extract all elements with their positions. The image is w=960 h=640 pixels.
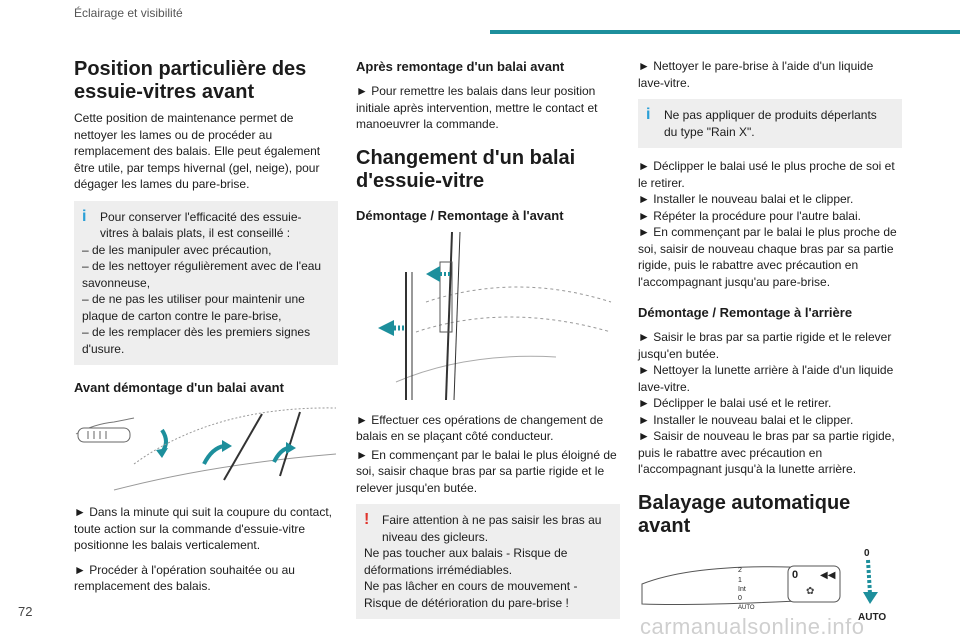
step-repeat: ► Répéter la procédure pour l'autre balai. [638, 208, 861, 223]
heading-rear-removal: Démontage / Remontage à l'arrière [638, 305, 853, 320]
info-text-line: – de ne pas les utiliser pour maintenir une plaque de carton contre le pare-brise, [82, 292, 305, 323]
warning-text-nozzles: Faire attention à ne pas saisir les bras au niveau des gicleurs. [382, 513, 602, 544]
info-box-rain-x [638, 99, 902, 148]
heading-auto-wipe: Balayage automatique avant [638, 491, 851, 537]
step-within-minute: ► Dans la minute qui suit la coupure du contact, toute action sur la commande d'essuie-vitre positionne les balais verticalement. [74, 505, 333, 552]
wiper-vertical-illustration [74, 404, 336, 494]
column-1 [74, 58, 338, 603]
info-text-rain-x: Ne pas appliquer de produits déperlants du type "Rain X". [664, 108, 877, 139]
stalk-label-2: 2 [738, 566, 742, 574]
position-zero-label: 0 [864, 547, 870, 559]
stalk-o-label: 0 [792, 568, 799, 581]
watermark: carmanualsonline.info [640, 614, 865, 639]
heading-change-blade: Changement d'un balai d'essuie-vitre [356, 146, 576, 192]
warning-icon: ! [364, 511, 370, 528]
step-rear-raise: ► Saisir le bras par sa partie rigide et le relever jusqu'en butée. [638, 330, 892, 361]
step-install-blade: ► Installer le nouveau balai et le clipper. [638, 192, 854, 206]
step-rear-unclip: ► Déclipper le balai usé et le retirer. [638, 396, 832, 410]
step-rear-install: ► Installer le nouveau balai et le clipper. [638, 412, 854, 427]
info-icon: i [82, 207, 87, 225]
step-clean-windscreen: ► Nettoyer le pare-brise à l'aide d'un liquide lave-vitre. [638, 59, 874, 90]
header-accent-bar [490, 30, 960, 34]
info-text-line: – de les manipuler avec précaution, [82, 242, 272, 257]
step-rear-clean: ► Nettoyer la lunette arrière à l'aide d'un liquide lave-vitre. [638, 363, 894, 394]
stalk-label-int: Int [738, 585, 746, 593]
step-driver-side: ► Effectuer ces opérations de changement de balais en se plaçant côté conducteur. [356, 412, 604, 443]
page-number: 72 [18, 604, 33, 619]
step-rear-lower: ► Saisir de nouveau le bras par sa partie rigide, puis le rabattre avec précaution en l'accompagnant jusqu'à la lunette arrière. [638, 429, 895, 476]
step-unclip-blade: ► Déclipper le balai usé le plus proche de soi et le retirer. [638, 159, 895, 190]
warning-box-arms [356, 504, 620, 619]
info-text-line: – de les nettoyer régulièrement avec de l'eau savonneuse, [82, 259, 322, 290]
stalk-label-0: 0 [738, 594, 742, 602]
running-header-title: Éclairage et visibilité [74, 6, 183, 20]
info-text-intro: Pour conserver l'efficacité des essuie-vitres à balais plats, il est conseillé : [100, 209, 302, 240]
column-3 [638, 58, 902, 636]
info-box-wiper-care [74, 201, 338, 366]
washer-icon: ✿ [806, 585, 815, 597]
column-2 [356, 58, 620, 629]
warning-text-blades: Ne pas toucher aux balais - Risque de déformations irrémédiables. [364, 546, 568, 577]
step-restore-position: ► Pour remettre les balais dans leur position initiale après intervention, mettre le contact et manoeuvrer la commande. [356, 84, 598, 131]
stalk-label-1: 1 [738, 576, 742, 584]
heading-after-refit: Après remontage d'un balai avant [356, 59, 565, 74]
paragraph-maintenance: Cette position de maintenance permet de nettoyer les lames ou de procéder au remplacement des balais. Elle peut également être utile, par temps hivernal (gel, neige), pour dégager les lames du pare-brise. [74, 111, 321, 191]
heading-front-removal: Démontage / Remontage à l'avant [356, 207, 564, 223]
step-raise-arm: ► En commençant par le balai le plus éloigné de soi, saisir chaque bras par sa partie rigide et le relever jusqu'en butée. [356, 447, 617, 495]
heading-special-position: Position particulière des essuie-vitres avant [74, 58, 307, 103]
stalk-label-auto: AUTO [738, 604, 755, 611]
step-lower-arms: ► En commençant par le balai le plus proche de soi, saisir de nouveau chaque bras par sa partie rigide, puis le rabattre avec précaution en l'accompagnant jusqu'au pare-brise. [638, 225, 897, 289]
auto-position-label: AUTO [858, 611, 887, 623]
front-wiper-raise-illustration [356, 232, 618, 402]
info-text-line: – de les remplacer dès les premiers signes d'usure. [82, 325, 311, 356]
step-perform-operation: ► Procéder à l'opération souhaitée ou au remplacement des balais. [74, 562, 295, 593]
rewind-icon: ◀◀ [820, 569, 836, 581]
heading-before-removal: Avant démontage d'un balai avant [74, 380, 284, 395]
warning-text-release: Ne pas lâcher en cours de mouvement - Risque de détérioration du pare-brise ! [364, 579, 578, 610]
info-icon: i [646, 106, 651, 123]
